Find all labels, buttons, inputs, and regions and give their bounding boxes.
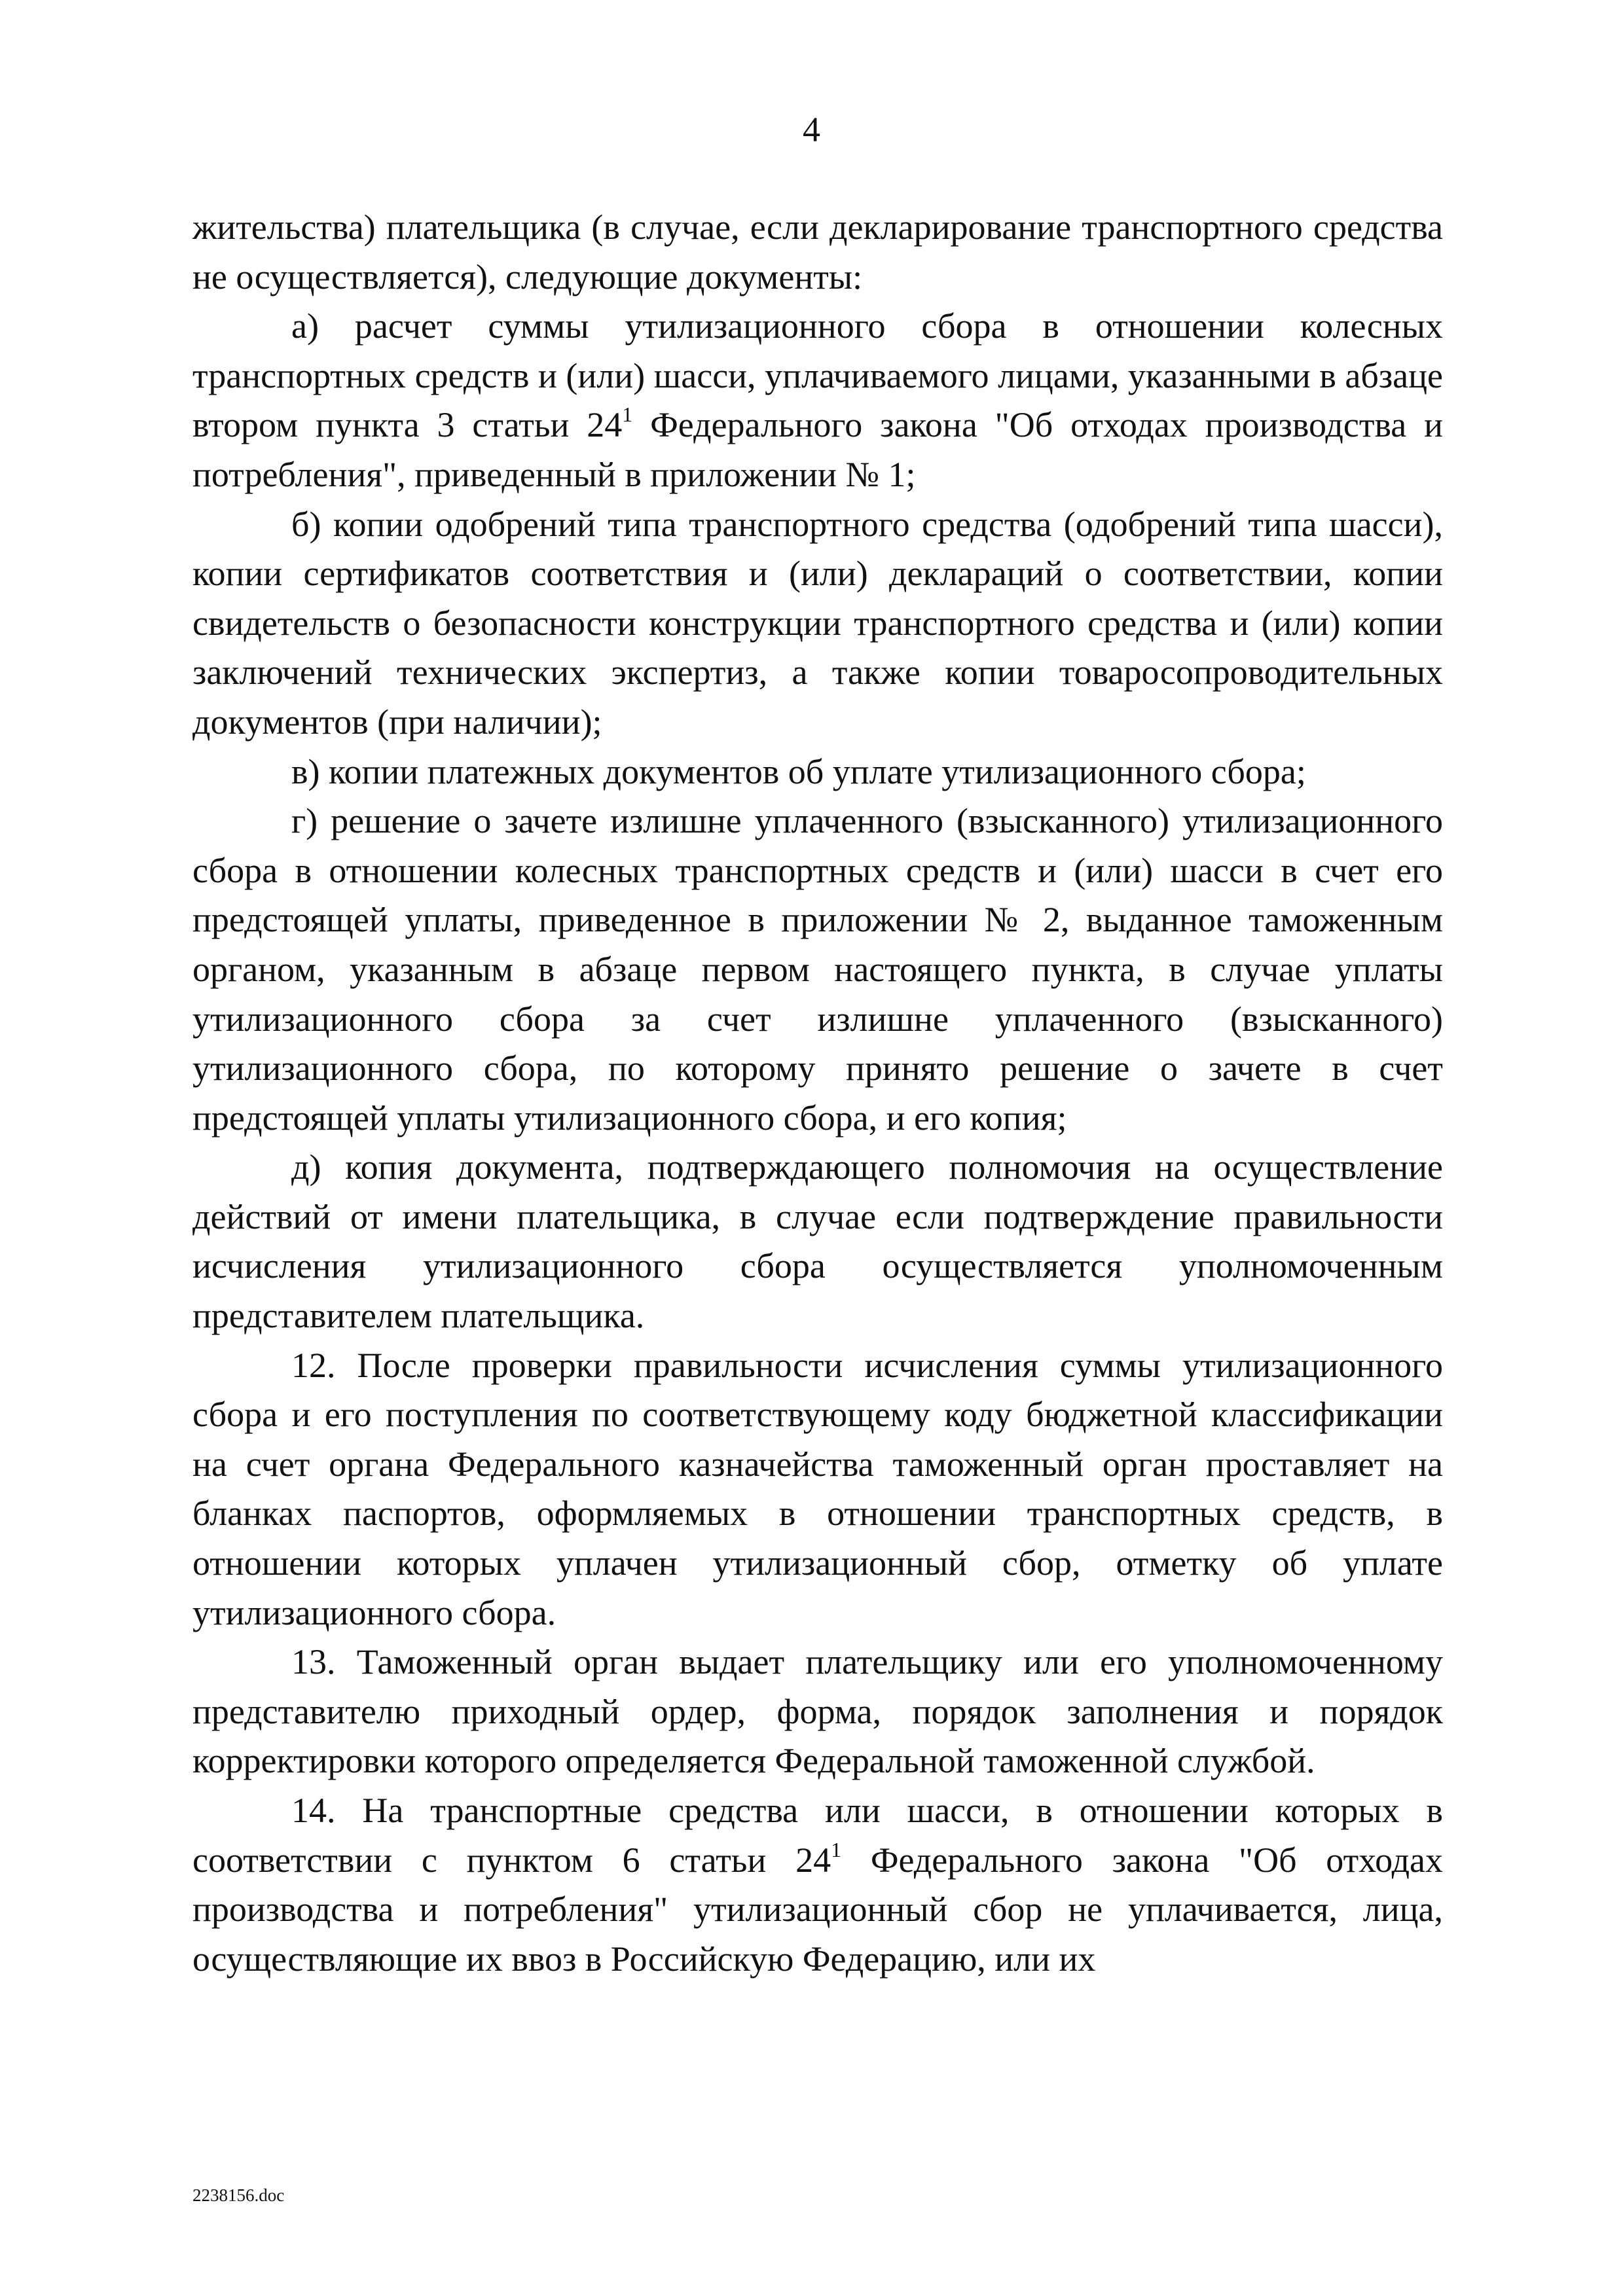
page-number: 4 (803, 110, 820, 149)
paragraph-item-a (192, 302, 1443, 499)
paragraph-item-v: в) копии платежных документов об уплате утилизационного сбора; (291, 751, 1306, 791)
paragraph-text: Федерального закона "Об отходах производства и потребления", приведенный в приложении № 1; (192, 405, 1443, 494)
paragraph-section-14 (192, 1786, 1443, 1984)
paragraph-text: Федерального закона "Об отходах производства и потребления" утилизационный сбор не уплачивается, лица, осуществляющие их ввоз в Российскую Федерацию, или их (192, 1840, 1444, 1979)
paragraph-item-b: б) копии одобрений типа транспортного средства (одобрений типа шасси), копии сертификатов соответствия и (или) деклараций о соответствии, копии свидетельств о безопасности конструкции транспортного средства и (или) копии заключений технических экспертиз, а также копии товаросопроводительных документов (при наличии); (192, 504, 1443, 742)
paragraph-continuation: жительства) плательщика (в случае, если декларирование транспортного средства не осуществляется), следующие документы: (192, 207, 1443, 296)
paragraph-text: а) расчет суммы утилизационного сбора в отношении колесных транспортных средств и (или) шасси, уплачиваемого лицами, указанными в абзаце втором пункта 3 статьи 24 (192, 306, 1443, 445)
document-footer-filename: 2238156.doc (192, 2185, 285, 2205)
document-body (192, 203, 1443, 1984)
superscript: 1 (831, 1837, 842, 1861)
paragraph-item-g: г) решение о зачете излишне уплаченного (взысканного) утилизационного сбора в отношении колесных транспортных средств и (или) шасси в счет его предстоящей уплаты, приведенное в приложении № 2, выданное таможенным органом, указанным в абзаце первом настоящего пункта, в случае уплаты утилизационного сбора за счет излишне уплаченного (взысканного) утилизационного сбора, по которому принято решение о зачете в счет предстоящей уплаты утилизационного сбора, и его копия; (192, 801, 1443, 1138)
paragraph-section-12: 12. После проверки правильности исчисления суммы утилизационного сбора и его поступления по соответствующему коду бюджетной классификации на счет органа Федерального казначейства таможенный орган проставляет на бланках паспортов, оформляемых в отношении транспортных средств, в отношении которых уплачен утилизационный сбор, отметку об уплате утилизационного сбора. (192, 1345, 1443, 1632)
paragraph-item-d: д) копия документа, подтверждающего полномочия на осуществление действий от имени плательщика, в случае если подтверждение правильности исчисления утилизационного сбора осуществляется уполномоченным представителем плательщика. (192, 1147, 1443, 1336)
paragraph-section-13: 13. Таможенный орган выдает плательщику или его уполномоченному представителю приходный ордер, форма, порядок заполнения и порядок корректировки которого определяется Федеральной таможенной службой. (192, 1642, 1443, 1781)
paragraph-text: 14. На транспортные средства или шасси, в отношении которых в соответствии с пунктом 6 статьи 24 (192, 1791, 1443, 1880)
superscript: 1 (622, 403, 633, 427)
